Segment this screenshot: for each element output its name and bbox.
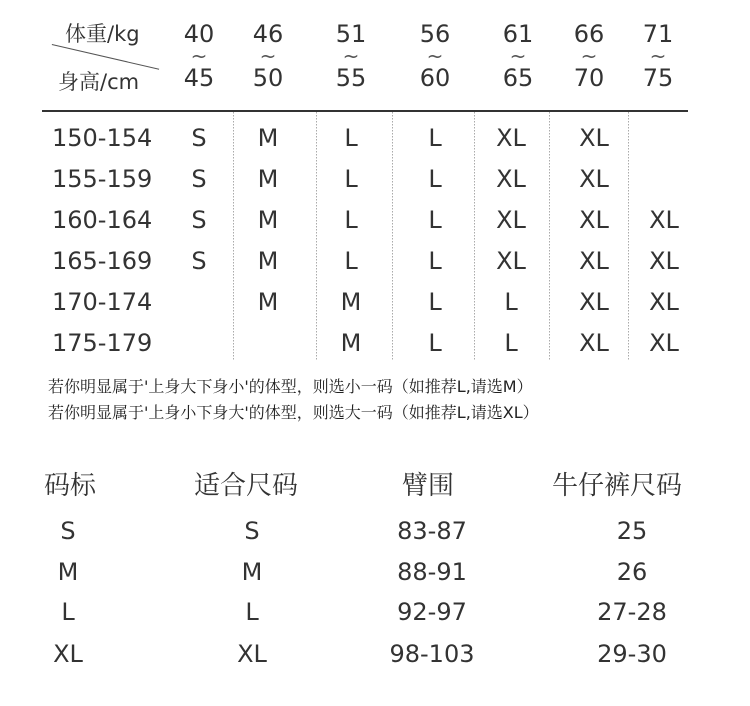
height-range: 170-174 — [52, 288, 153, 316]
weight-col-header — [410, 22, 460, 90]
arm-cell: 83-87 — [397, 517, 467, 545]
size-cell: M — [257, 206, 279, 234]
size-cell: M — [257, 165, 279, 193]
fit-note: 若你明显属于'上身大下身小'的体型，则选小一码（如推荐L,请选M） — [48, 377, 533, 396]
size-cell: XL — [649, 206, 679, 234]
fit-note: 若你明显属于'上身小下身大'的体型，则选大一码（如推荐L,请选XL） — [48, 403, 539, 422]
height-range: 175-179 — [52, 329, 153, 357]
weight-hi: 45 — [183, 64, 215, 92]
table-row — [0, 118, 750, 159]
tilde: ~ — [259, 44, 277, 68]
weight-lo: 40 — [183, 20, 215, 48]
weight-col-header — [174, 22, 224, 90]
weight-axis-label: 体重/kg — [65, 22, 140, 46]
size-cell: XL — [579, 329, 609, 357]
tilde: ~ — [509, 44, 527, 68]
fit-size-cell: S — [244, 517, 260, 545]
size-cell: XL — [649, 247, 679, 275]
table-row — [0, 159, 750, 200]
size-cell: L — [428, 206, 442, 234]
size-cell: M — [340, 329, 362, 357]
height-range: 160-164 — [52, 206, 153, 234]
size-cell: L — [344, 247, 358, 275]
size-cell: XL — [496, 124, 526, 152]
size-cell: S — [191, 124, 207, 152]
size-cell: XL — [649, 329, 679, 357]
table-row — [0, 241, 750, 282]
size-cell: XL — [496, 247, 526, 275]
tilde: ~ — [649, 44, 667, 68]
weight-col-header — [564, 22, 614, 90]
size-cell: XL — [649, 288, 679, 316]
weight-hi: 50 — [252, 64, 284, 92]
weight-lo: 66 — [573, 20, 605, 48]
size-cell: XL — [579, 288, 609, 316]
weight-hi: 70 — [573, 64, 605, 92]
size-cell: L — [504, 288, 518, 316]
weight-hi: 60 — [419, 64, 451, 92]
col-header-size-label: 码标 — [44, 471, 97, 501]
size-cell: L — [504, 329, 518, 357]
size-cell: L — [344, 124, 358, 152]
tilde: ~ — [426, 44, 444, 68]
size-label-cell: L — [61, 598, 75, 626]
tilde: ~ — [580, 44, 598, 68]
tilde: ~ — [190, 44, 208, 68]
size-label-cell: S — [60, 517, 76, 545]
size-cell: M — [257, 288, 279, 316]
weight-lo: 56 — [419, 20, 451, 48]
weight-hi: 75 — [642, 64, 674, 92]
size-cell: L — [344, 206, 358, 234]
table-row — [0, 323, 750, 364]
size-cell: S — [191, 206, 207, 234]
height-range: 165-169 — [52, 247, 153, 275]
size-cell: S — [191, 165, 207, 193]
table-row — [0, 282, 750, 323]
size-cell: XL — [579, 206, 609, 234]
fit-size-cell: XL — [237, 640, 267, 668]
arm-cell: 92-97 — [397, 598, 467, 626]
weight-lo: 71 — [642, 20, 674, 48]
col-header-jeans: 牛仔裤尺码 — [552, 471, 683, 501]
size-cell: L — [428, 288, 442, 316]
header-rule — [42, 110, 688, 112]
size-cell: XL — [579, 247, 609, 275]
fit-size-cell: L — [245, 598, 259, 626]
weight-hi: 55 — [335, 64, 367, 92]
size-cell: XL — [579, 124, 609, 152]
size-cell: M — [340, 288, 362, 316]
size-cell: L — [428, 329, 442, 357]
size-cell: M — [257, 247, 279, 275]
size-cell: XL — [496, 165, 526, 193]
weight-lo: 61 — [502, 20, 534, 48]
size-cell: L — [344, 165, 358, 193]
size-cell: L — [428, 124, 442, 152]
col-header-arm: 臂围 — [402, 471, 455, 501]
arm-cell: 88-91 — [397, 558, 467, 586]
weight-col-header — [493, 22, 543, 90]
height-range: 155-159 — [52, 165, 153, 193]
jeans-cell: 25 — [616, 517, 648, 545]
fit-size-cell: M — [241, 558, 263, 586]
weight-col-header — [243, 22, 293, 90]
height-range: 150-154 — [52, 124, 153, 152]
height-axis-label: 身高/cm — [58, 70, 140, 94]
jeans-cell: 26 — [616, 558, 648, 586]
tilde: ~ — [342, 44, 360, 68]
weight-lo: 51 — [335, 20, 367, 48]
size-label-cell: M — [57, 558, 79, 586]
weight-lo: 46 — [252, 20, 284, 48]
size-cell: XL — [579, 165, 609, 193]
col-header-fit-size: 适合尺码 — [194, 471, 299, 501]
size-cell: L — [428, 165, 442, 193]
size-cell: L — [428, 247, 442, 275]
weight-hi: 65 — [502, 64, 534, 92]
weight-col-header — [326, 22, 376, 90]
table-row — [0, 200, 750, 241]
size-cell: M — [257, 124, 279, 152]
jeans-cell: 27-28 — [597, 598, 667, 626]
jeans-cell: 29-30 — [597, 640, 667, 668]
weight-col-header — [633, 22, 683, 90]
size-label-cell: XL — [53, 640, 83, 668]
size-cell: XL — [496, 206, 526, 234]
size-cell: S — [191, 247, 207, 275]
arm-cell: 98-103 — [389, 640, 475, 668]
